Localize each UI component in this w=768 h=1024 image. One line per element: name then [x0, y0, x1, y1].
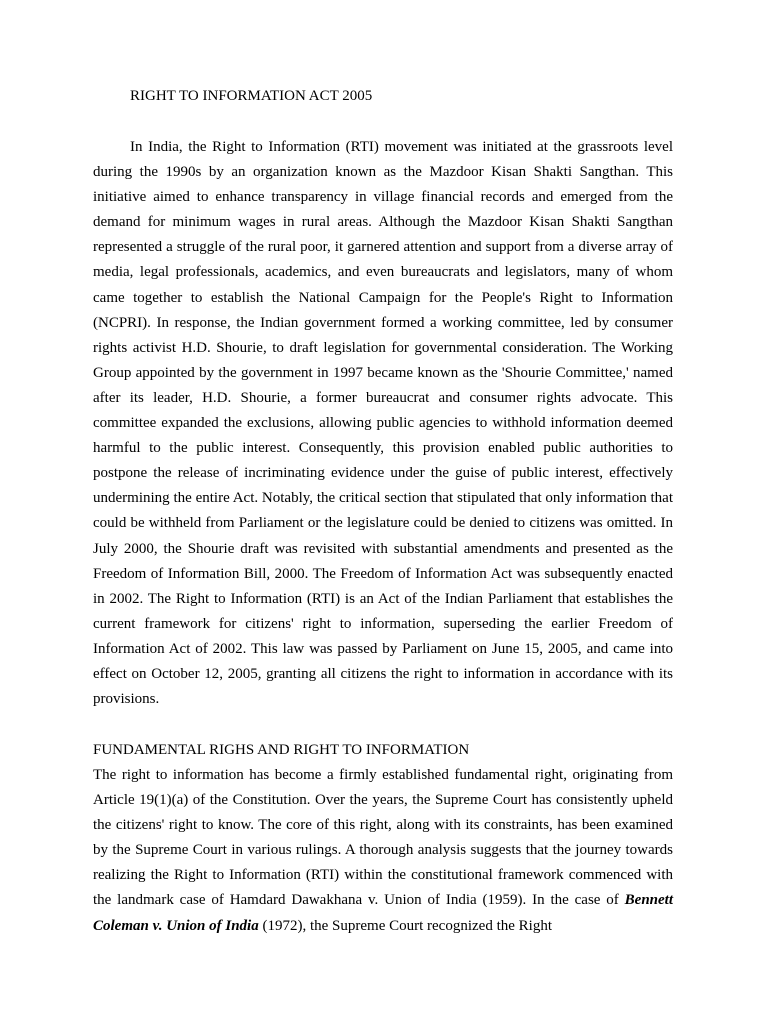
section-heading-fundamental-rights: FUNDAMENTAL RIGHS AND RIGHT TO INFORMATION — [93, 742, 470, 758]
section-paragraph-fundamental-rights — [93, 763, 673, 939]
paragraph-text-before-case: The right to information has become a firmly established fundamental right, originating from Article 19(1)(a) of the Constitution. Over the years, the Supreme Court has consistently upheld the citizens' right to know. The core of this right, along with its constraints, has been examined by the Supreme Court in various rulings. A thorough analysis suggests that the journey towards realizing the Right to Information (RTI) within the constitutional framework commenced with the landmark case of Hamdard Dawakhana v. Union of India (1959). In the case of — [93, 767, 673, 909]
case-name-bennett-coleman: Bennett Coleman v. Union of India — [93, 892, 673, 934]
paragraph-text-after-case: (1972), the Supreme Court recognized the Right — [258, 917, 552, 934]
section-heading-rti-act: RIGHT TO INFORMATION ACT 2005 — [130, 88, 373, 104]
section-paragraph-rti-history: In India, the Right to Information (RTI) movement was initiated at the grassroots level during the 1990s by an organization known as the Mazdoor Kisan Shakti Sangthan. This initiative aimed to enhance transparency in village financial records and emerged from the demand for minimum wages in rural areas. Although the Mazdoor Kisan Shakti Sangthan represented a struggle of the rural poor, it garnered attention and support from a diverse array of media, legal professionals, academics, and even bureaucrats and legislators, many of whom came together to establish the National Campaign for the People's Right to Information (NCPRI). In response, the Indian government formed a working committee, led by consumer rights activist H.D. Shourie, to draft legislation for governmental consideration. The Working Group appointed by the government in 1997 became known as the 'Shourie Committee,' named after its leader, H.D. Shourie, a former bureaucrat and consumer rights advocate. This committee expanded the exclusions, allowing public agencies to withhold information deemed harmful to the public interest. Consequently, this provision enabled public authorities to postpone the release of incriminating evidence under the guise of public interest, effectively undermining the entire Act. Notably, the critical section that stipulated that only information that could be withheld from Parliament or the legislature could be denied to citizens was omitted. In July 2000, the Shourie draft was revisited with substantial amendments and presented as the Freedom of Information Bill, 2000. The Freedom of Information Act was subsequently enacted in 2002. The Right to Information (RTI) is an Act of the Indian Parliament that establishes the current framework for citizens' right to information, superseding the earlier Freedom of Information Act of 2002. This law was passed by Parliament on June 15, 2005, and came into effect on October 12, 2005, granting all citizens the right to information in accordance with its provisions. — [93, 139, 673, 708]
